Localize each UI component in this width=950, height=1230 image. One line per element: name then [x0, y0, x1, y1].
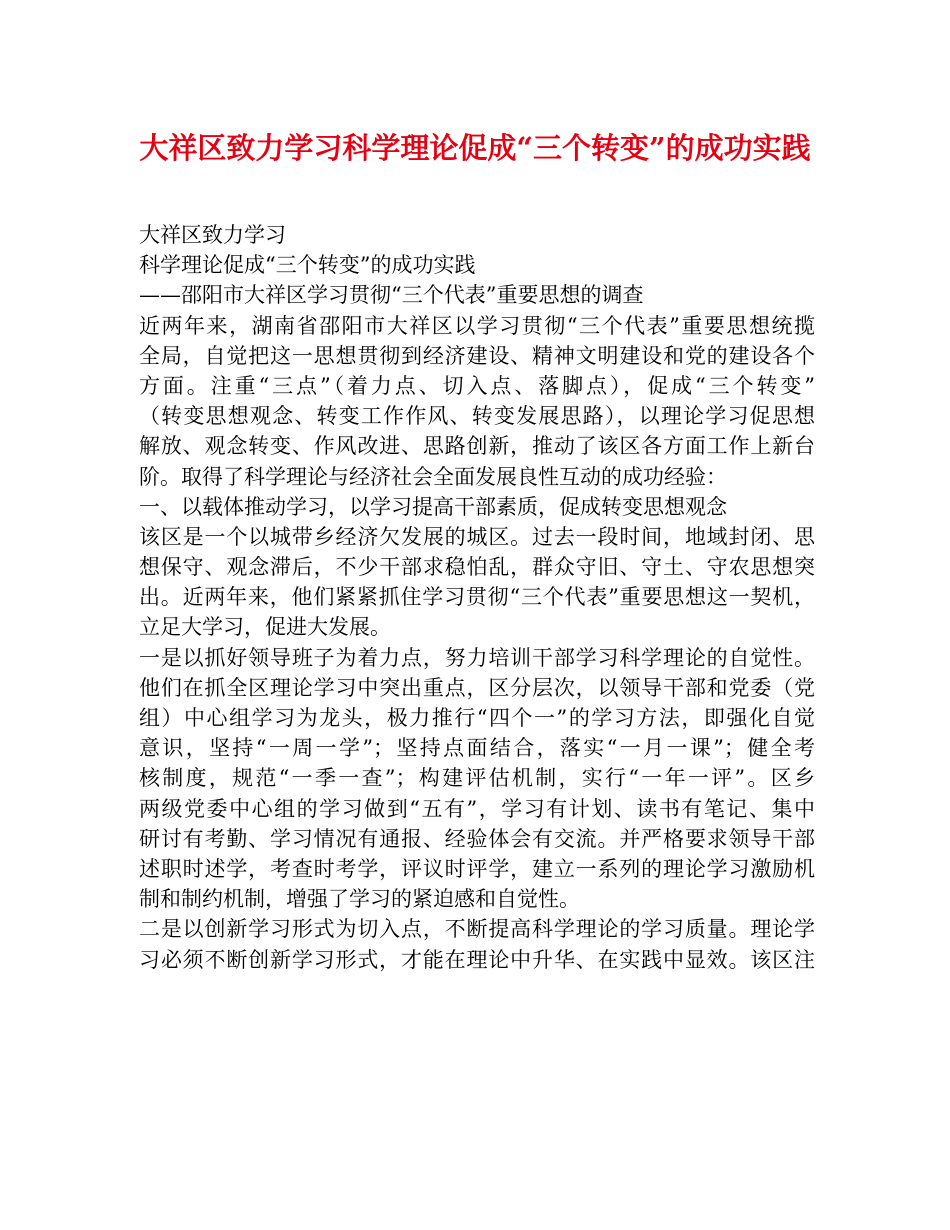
document-title: 大祥区致力学习科学理论促成“三个转变”的成功实践 — [139, 131, 811, 165]
text-line: 组）中心组学习为龙头，极力推行“四个一”的学习方法，即强化自觉 — [139, 706, 815, 730]
text-line: 近两年来，湖南省邵阳市大祥区以学习贯彻“三个代表”重要思想统揽 — [139, 313, 815, 338]
text-line: （转变思想观念、转变工作作风、转变发展思路），以理论学习促思想 — [139, 404, 815, 429]
text-line: 出。近两年来，他们紧紧抓住学习贯彻“三个代表”重要思想这一契机， — [139, 585, 815, 610]
text-line: 研讨有考勤、学习情况有通报、经验体会有交流。并严格要求领导干部 — [139, 826, 815, 851]
text-line: 他们在抓全区理论学习中突出重点，区分层次，以领导干部和党委（党 — [139, 675, 815, 700]
text-line: 全局，自觉把这一思想贯彻到经济建设、精神文明建设和党的建设各个 — [139, 343, 815, 368]
text-line: 一、以载体推动学习，以学习提高干部素质，促成转变思想观念 — [139, 494, 727, 519]
text-line: 方面。注重“三点”（着力点、切入点、落脚点），促成“三个转变” — [139, 373, 815, 398]
text-line: 解放、观念转变、作风改进、思路创新，推动了该区各方面工作上新台 — [139, 434, 815, 459]
text-line: 述职时述学，考查时考学，评议时评学，建立一系列的理论学习激励机 — [139, 856, 815, 881]
text-line: 该区是一个以城带乡经济欠发展的城区。过去一段时间，地域封闭、思 — [139, 524, 815, 549]
text-line: 二是以创新学习形式为切入点，不断提高科学理论的学习质量。理论学 — [139, 917, 815, 942]
text-line: 核制度，规范“一季一查”；构建评估机制，实行“一年一评”。区乡 — [139, 766, 815, 791]
text-line: 两级党委中心组的学习做到“五有”，学习有计划、读书有笔记、集中 — [139, 796, 815, 821]
text-line: ——邵阳市大祥区学习贯彻“三个代表”重要思想的调查 — [139, 283, 644, 308]
text-line: 制和制约机制，增强了学习的紧迫感和自觉性。 — [139, 887, 580, 912]
text-line: 立足大学习，促进大发展。 — [139, 615, 391, 640]
text-line: 意识，坚持“一周一学”；坚持点面结合，落实“一月一课”；健全考 — [139, 736, 815, 761]
text-line: 想保守、观念滞后，不少干部求稳怕乱，群众守旧、守土、守农思想突 — [139, 555, 815, 580]
document-body — [139, 220, 815, 975]
text-line: 科学理论促成“三个转变”的成功实践 — [139, 253, 476, 278]
text-line: 一是以抓好领导班子为着力点，努力培训干部学习科学理论的自觉性。 — [139, 645, 815, 670]
text-line: 习必须不断创新学习形式，才能在理论中升华、在实践中显效。该区注 — [139, 947, 815, 972]
text-line: 阶。取得了科学理论与经济社会全面发展良性互动的成功经验： — [139, 464, 727, 489]
text-line: 大祥区致力学习 — [139, 223, 286, 247]
